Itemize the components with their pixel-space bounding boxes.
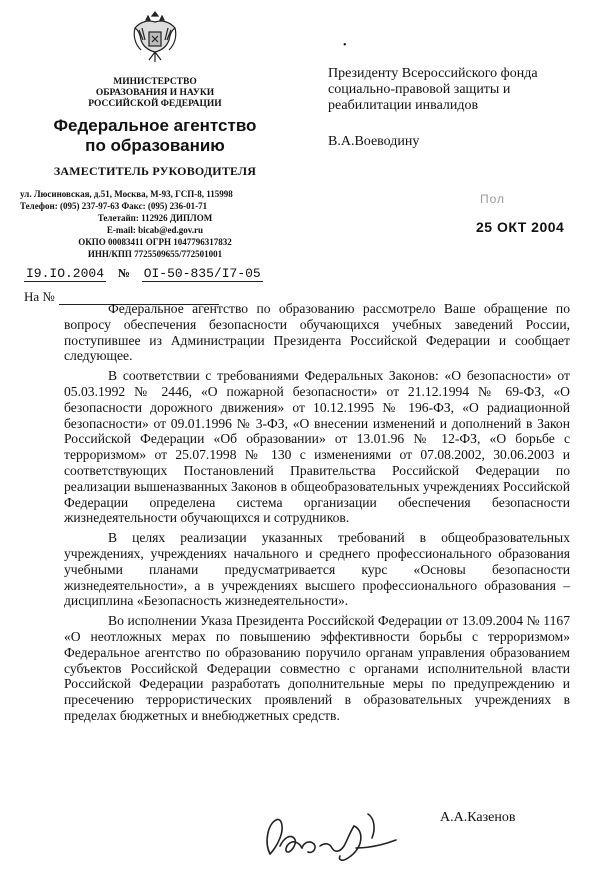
contact-block <box>20 188 290 260</box>
recipient-name: В.А.Воеводину <box>328 134 420 149</box>
agency-name <box>20 116 290 156</box>
body-paragraph: В соответствии с требованиями Федеральных Законов: «О безопасности» от 05.03.1992 № 2446, «О пожарной безопасности» от 21.12.1994 № 69-ФЗ, «О безопасности дорожного движения» от 10.12.1995 № 196-ФЗ, «О радиационной безопасности» от 09.01.1996 № 3-ФЗ, «О внесении изменений и дополнений в Закон Российской Федерации «Об образовании» от 13.01.96 № 12-ФЗ, «О борьбе с терроризмом» от 25.07.1998 № 130 с изменениями от 07.08.2002, 30.06.2003 и соответствующих Постановлений Правительства Российской Федерации по реализации вышеназванных Законов в общеобразовательных учреждениях Российской Федерации определена система организации обеспечения безопасности жизнедеятельности обучающихся и сотрудников. <box>64 368 570 526</box>
body-paragraph: Во исполнении Указа Президента Российской Федерации от 13.09.2004 № 1167 «О неотложных мерах по повышению эффективности борьбы с терроризмом» Федеральное агентство по образованию поручило органам управления образованием субъектов Российской Федерации совместно с органами исполнительной власти Российской Федерации разработать дополнительные меры по предупреждению и пресечению террористических проявлений в образовательных учреждениях в пределах бюджетных и внебюджетных средств. <box>64 613 570 723</box>
registration-date: I9.IO.2004 <box>26 266 105 281</box>
body-paragraph: Федеральное агентство по образованию рассмотрело Ваше обращение по вопросу обеспечения безопасности обучающихся учебных заведений России, поступившее из Администрации Президента Российской Федерации и сообщает следующее. <box>64 301 570 364</box>
position-title: ЗАМЕСТИТЕЛЬ РУКОВОДИТЕЛЯ <box>53 164 257 178</box>
ministry-line: ОБРАЗОВАНИЯ И НАУКИ <box>95 88 215 98</box>
reference-label: На № <box>24 289 55 304</box>
ministry-line: МИНИСТЕРСТВО <box>113 77 197 87</box>
email: E-mail: bicab@ed.gov.ru <box>106 225 204 235</box>
ministry-line: РОССИЙСКОЙ ФЕДЕРАЦИИ <box>88 99 222 109</box>
signatory-name: А.А.Казенов <box>440 810 516 825</box>
received-stamp-date: 25 ОКТ 2004 <box>476 219 565 235</box>
agency-line: Федеральное агентство <box>53 116 257 135</box>
mark-dot: • <box>343 40 347 51</box>
recipient-line: Президенту Всероссийского фонда <box>328 66 538 81</box>
handwritten-signature <box>250 806 420 868</box>
inn-kpp: ИНН/КПП 7725509655/772501001 <box>87 249 223 259</box>
address: ул. Люсиновская, д.51, Москва, М-93, ГСП-8, 115998 <box>20 189 233 199</box>
registration-number: OI-50-835/I7-05 <box>143 266 261 281</box>
body-paragraph: В целях реализации указанных требований в общеобразовательных учреждениях, учреждениях начального и среднего профессионального образования учебными планами предусматривается курс «Основы безопасности жизнедеятельности», а в учреждениях высшего профессионального образования – дисциплина «Безопасность жизнедеятельности». <box>64 530 570 609</box>
ministry-name <box>20 77 290 110</box>
coat-of-arms-emblem <box>130 8 180 64</box>
okpo-ogrn: ОКПО 00083411 ОГРН 1047796317832 <box>78 237 232 247</box>
letter-body <box>64 301 570 724</box>
teletype: Телетайп: 112926 ДИПЛОМ <box>97 213 213 223</box>
received-stamp-label: Пол <box>480 192 506 206</box>
agency-line: по образованию <box>85 136 225 155</box>
recipient-line: социально-правовой защиты и <box>328 82 511 97</box>
phone-fax: Телефон: (095) 237-97-63 Факс: (095) 236-01-71 <box>20 201 208 211</box>
recipient-block <box>328 66 578 114</box>
number-sign: № <box>117 266 130 280</box>
recipient-line: реабилитации инвалидов <box>328 98 479 113</box>
registration-line <box>24 266 263 282</box>
